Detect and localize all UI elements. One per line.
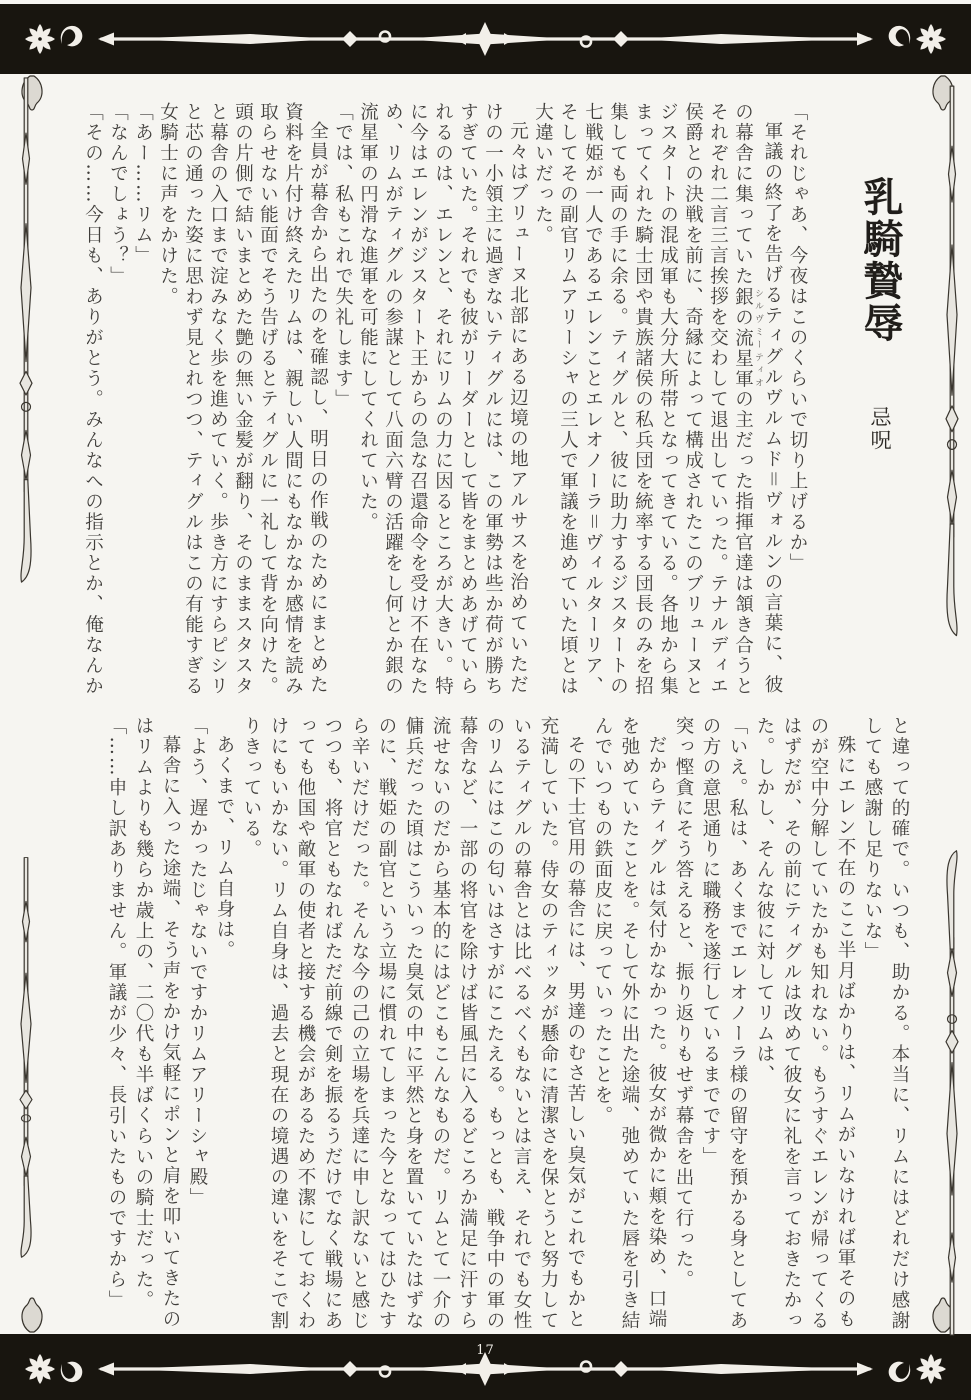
paragraph-narrative: 殊にエレン不在のここ半月ばかりは、リムがいなければ軍そのものが空中分解していたかも知れない。もうすぐエレンが帰ってくるはずだが、その前にティグルは改めて彼女に礼を言っておきたかった。しかし、そんな彼に対してリムは、 bbox=[754, 716, 856, 1331]
paragraph-dialogue: 「いえ。私は、あくまでエレオノーラ様の留守を預かる身としてあの方の意思通りに職務を遂行しているまでです」 bbox=[700, 716, 748, 1331]
paragraph-narrative: あくまで、リム自身は。 bbox=[214, 734, 235, 960]
paragraph-text: 軍議の終了を告げるティグルヴルムド＝ヴォルンの言葉に、彼の幕舎に集っていた bbox=[732, 102, 783, 695]
paragraph-dialogue: 「それじゃあ、今夜はこのくらいで切り上げるか」 bbox=[787, 102, 808, 574]
paragraph-dialogue: 「なんでしょう？」 bbox=[107, 102, 129, 287]
paragraph-narrative: 突っ慳貪にそう答えると、振り返りもせず幕舎を出て行った。 bbox=[673, 716, 694, 1290]
sword-icon-right-bottom bbox=[939, 845, 965, 1337]
paragraph-narrative: 全員が幕舎から出たのを確認し、明日の作戦のためにまとめた資料を片付け終えたリムは、親しい人間にもなかなか感情を読み取らせない能面でそう告げるとティグルに一礼して背を向けた。頭の片側で結いまとめた艶の無い金髪が翻り、そのままスタスタと幕舎の入口まで淀みなく歩を進めていく。歩き方にすらピシリと芯の通った姿に思わず見とれつつ、ティグルはこの有能すぎる女騎士に声をかけた。 bbox=[157, 102, 329, 697]
story-text-top bbox=[60, 102, 810, 712]
ruby-silver-meteor-army: 銀の流星軍 シルヴミーティオ bbox=[732, 286, 763, 389]
paragraph-narrative: 幕舎に入った途端、そう声をかけ気軽にポンと肩を叩いてきたのはリムよりも幾らか歳上の、二〇代も半ばくらいの騎士だった。 bbox=[133, 716, 181, 1329]
paragraph-dialogue: 「……申し訳ありません。軍議が少々、長引いたものですから」 bbox=[106, 716, 127, 1311]
story-title: 乳騎贄辱 bbox=[857, 176, 904, 344]
paragraph-dialogue: 「では、私もこれで失礼します」 bbox=[332, 102, 354, 410]
paragraph-text: の主だった指揮官達は頷き合うとそれぞれ二言三言挨拶を交わして退出していった。テナルディエ侯爵との決戦を前に、奇縁によって構成されたこのブリューヌとジスタートの混成軍も大分大所帯となってきている。各地から集まってくれた騎士団や貴族諸侯の私兵団を統率する団長のみを招集しても両の手に余る。ティグルと、彼に助力するジスタートの七戦姫が一人であるエレンことエレオノーラ＝ヴィルターリア、そしてその副官リムアリーシャの三人で軍議を進めていた頃とは大違いだった。 bbox=[532, 102, 754, 697]
paragraph-dialogue: 「あー……リム」 bbox=[132, 102, 154, 266]
paragraph-narrative: だからティグルは気付かなかった。彼女が微かに頬を染め、口端を弛めていたことを。そして外に出た途端、弛めていた唇を引き結んでいつもの鉄面皮に戻っていったことを。 bbox=[592, 716, 667, 1331]
paragraph-dialogue-continuation: と違って的確で。いつも、助かる。本当に、リムにはどれだけ感謝しても感謝し足りないな」 bbox=[862, 716, 910, 1331]
paragraph-dialogue: 「その……今日も、ありがとう。みんなへの指示とか、俺なんか bbox=[82, 102, 104, 697]
sword-icon-left-top bbox=[13, 76, 39, 588]
paragraph-narrative: 元々はブリューヌ北部にある辺境の地アルサスを治めていただけの一小領主に過ぎないティグルには、この軍勢は些か荷が勝ちすぎていた。それでも彼がリーダーとして皆をまとめあげていられるのは、エレンと、それにリムの力に因るところが大きい。特に今はエレンがジスタート王からの急な召還命令を受け不在なため、リムがティグルの参謀として八面六臂の活躍をし何とか銀の流星軍の円滑な進軍を可能にしてくれていた。 bbox=[357, 102, 529, 697]
paragraph-narrative bbox=[531, 102, 786, 712]
page-number: 17 bbox=[476, 1343, 495, 1358]
story-author: 忌呪 bbox=[868, 406, 892, 452]
paragraph-dialogue: 「よう、遅かったじゃないですかリムアリーシャ殿」 bbox=[187, 716, 208, 1208]
paragraph-narrative: その下士官用の幕舎には、男達のむさ苦しい臭気がこれでもかと充満していた。侍女のティッタが懸命に清潔さを保とうと努力しているティグルの幕舎とは比べるべくもないとは言え、それでも女性のリムにはこの匂いはさすがにこたえる。もっとも、戦争中の軍の幕舎など、一部の将官を除けば皆風呂に入るどころか満足に汗すら流せないのだから基本的にはどこもこんなものだ。リムとて一介の傭兵だった頃はこういった臭気の中に平然と身を置いていたはずなのに、戦姫の副官という立場に慣れてしまった今となってはひたすら辛いだけだった。そんな今の己の立場を兵達に申し訳ないと感じつつも、将官ともなればただ前線で剣を振るうだけでなく戦場にあっても他国や敵軍の使者と接する機会があるため不潔にしておくわけにもいかない。リム自身は、過去と現在の境遇の違いをそこで割りきっている。 bbox=[241, 716, 586, 1331]
sword-icon-right-top bbox=[939, 84, 965, 642]
story-text-bottom bbox=[60, 716, 913, 1336]
top-border-ornament bbox=[0, 0, 971, 116]
sword-icon-left-bottom bbox=[13, 856, 39, 1262]
